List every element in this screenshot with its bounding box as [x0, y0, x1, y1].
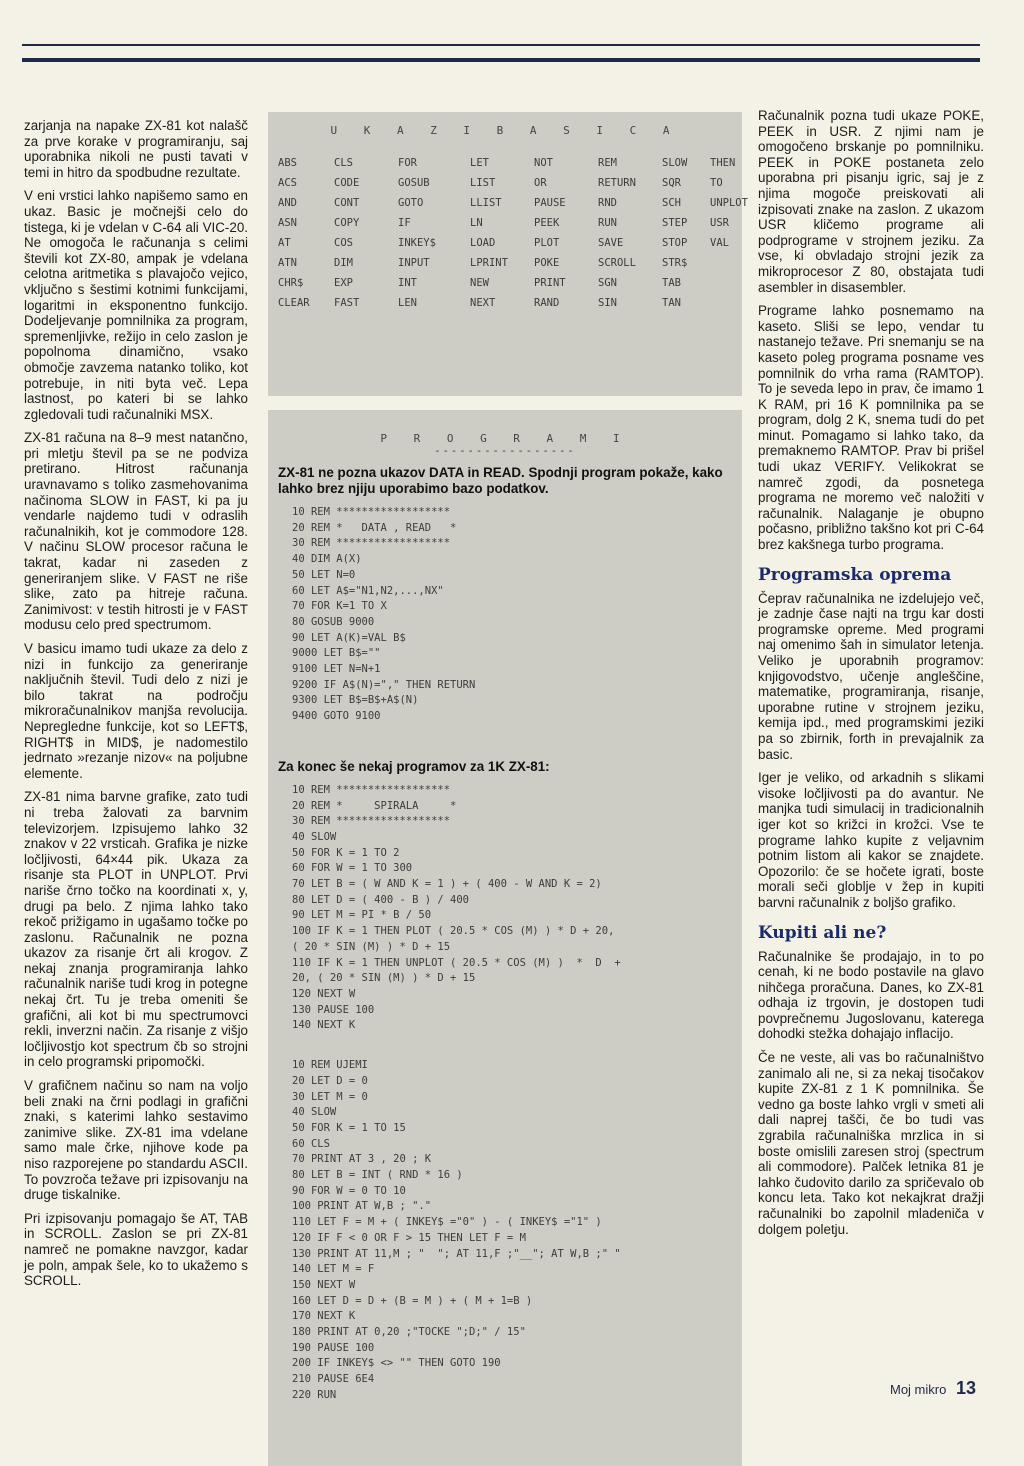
basic-keyword: AND	[278, 197, 297, 209]
basic-keyword: PLOT	[534, 237, 560, 249]
basic-keyword: INPUT	[398, 257, 430, 269]
basic-keyword: TO	[710, 177, 723, 189]
paragraph: V eni vrstici lahko napišemo samo en ukaz. Basic je močnejši celo do tistega, ki je vdelan v C-64 ali VIC-20. Ne omogoča le računanja s celimi števili kot ZX-80, ampak je vdelana celotna aritmetika s plavajočo vejico, vključno s šestimi kotnimi funkcijami, logaritmi in eksponentno funkcijo. Dodeljevanje pomnilnika za program, spremenljivke, režijo in celo zaslon je popolnoma dinamično, vsako območje zavzema natanko toliko, kot potrebuje, in niti byta več. Lepa lastnost, po kateri bi se lahko zgledovali tudi računalniki MSX.	[24, 188, 248, 422]
basic-keyword: LEN	[398, 297, 417, 309]
middle-column	[268, 112, 748, 1466]
basic-keyword: GOSUB	[398, 177, 430, 189]
right-column	[758, 108, 984, 1245]
basic-keyword: CLEAR	[278, 297, 310, 309]
basic-keyword: ASN	[278, 217, 297, 229]
page-footer	[890, 1378, 976, 1399]
basic-keyword: ATN	[278, 257, 297, 269]
paragraph: zarjanja na napake ZX-81 kot nalašč za prve korake v programiranju, saj uporabnika nikoli ne pusti tavati v temi in hitro da spodbudne rezultate.	[24, 118, 248, 180]
program2-caption: Za konec še nekaj programov za 1K ZX-81:	[278, 758, 550, 774]
basic-keyword: PAUSE	[534, 197, 566, 209]
basic-keyword: SGN	[598, 277, 617, 289]
basic-keyword: CHR$	[278, 277, 304, 289]
paragraph: Pri izpisovanju pomagajo še AT, TAB in SCROLL. Zaslon se pri ZX-81 namreč ne pomakne navzgor, kadar je poln, ampak šele, ko to ukažemo s SCROLL.	[24, 1210, 248, 1289]
basic-keyword: TAN	[662, 297, 681, 309]
basic-keyword	[710, 297, 752, 309]
basic-keyword: SLOW	[662, 157, 688, 169]
program1-listing: 10 REM ****************** 20 REM * DATA , READ * 30 REM ****************** 40 DIM A(X) 50 LET N=0 60 LET A$="N1,N2,...,NX" 70 FOR K=1 TO X 80 GOSUB 9000 90 LET A(K)=VAL B$ 9000 LET B$="" 9100 LET N=N+1 9200 IF A$(N)="," THEN RETURN 9300 LET B$=B$+A$(N) 9400 GOTO 9100	[292, 506, 476, 723]
programs-box	[268, 410, 742, 1466]
left-column	[24, 118, 248, 1297]
basic-keyword: FAST	[334, 297, 360, 309]
basic-keyword: SCROLL	[598, 257, 636, 269]
basic-keyword: LN	[470, 217, 483, 229]
basic-keyword: NEW	[470, 277, 489, 289]
basic-keyword: EXP	[334, 277, 353, 289]
commands-title: U K A Z I B A S I C A	[330, 124, 680, 137]
basic-keyword: STEP	[662, 217, 688, 229]
basic-keyword: AT	[278, 237, 291, 249]
basic-keyword: RETURN	[598, 177, 636, 189]
basic-keyword: OR	[534, 177, 547, 189]
basic-keyword: SAVE	[598, 237, 624, 249]
basic-keyword: PEEK	[534, 217, 560, 229]
basic-keyword: INT	[398, 277, 417, 289]
basic-keyword: POKE	[534, 257, 560, 269]
header-rule	[22, 44, 980, 62]
basic-keyword: DIM	[334, 257, 353, 269]
basic-keyword: RUN	[598, 217, 617, 229]
basic-commands-box	[268, 112, 748, 396]
basic-keyword: STR$	[662, 257, 688, 269]
paragraph: Računalnik pozna tudi ukaze POKE, PEEK in USR. Z njimi nam je omogočeno brskanje po pomnilniku. PEEK in POKE postaneta zelo uporabna pri pisanju igric, saj je z njima mogoče preiskovati ali izpisovati znake na zaslon. Z ukazom USR kličemo programe ali podprograme v strojnem jeziku. Za vse, ki obvladajo strojni jezik za mikroprocesor Z 80, obstajata tudi asembler in disasembler.	[758, 108, 984, 295]
basic-keyword: UNPLOT	[710, 197, 748, 209]
basic-keyword: FOR	[398, 157, 417, 169]
title-underline: -----------------	[434, 445, 576, 457]
commands-grid	[268, 157, 748, 309]
basic-keyword: REM	[598, 157, 617, 169]
basic-keyword	[710, 257, 752, 269]
program3-listing: 10 REM UJEMI 20 LET D = 0 30 LET M = 0 40 SLOW 50 FOR K = 1 TO 15 60 CLS 70 PRINT AT 3 , 20 ; K 80 LET B = INT ( RND * 16 ) 90 FOR W = 0 TO 10 100 PRINT AT W,B ; "." 110 LET F = M + ( INKEY$ ="0" ) - ( INKEY$ ="1" ) 120 IF F < 0 OR F > 15 THEN LET F = M 130 PRINT AT 11,M ; " "; AT 11,F ;"__"; AT W,B ;" " 140 LET M = F 150 NEXT W 160 LET D = D + (B = M ) + ( M + 1=B ) 170 NEXT K 180 PRINT AT 0,20 ;"TOCKE ";D;" / 15" 190 PAUSE 100 200 IF INKEY$ <> "" THEN GOTO 190 210 PAUSE 6E4 220 RUN	[292, 1059, 621, 1401]
basic-keyword: LET	[470, 157, 489, 169]
basic-keyword: COPY	[334, 217, 360, 229]
basic-keyword: PRINT	[534, 277, 566, 289]
basic-keyword: LPRINT	[470, 257, 508, 269]
section-heading-buy: Kupiti ali ne?	[758, 922, 887, 943]
paragraph: ZX-81 nima barvne grafike, zato tudi ni treba žalovati za barvnim televizorjem. Izpisujemo lahko 32 znakov v 22 vrsticah. Grafika je nizke ločljivosti, 64×44 pik. Ukaza za risanje sta PLOT in UNPLOT. Prvi nariše črno točko na koordinati x, y, drugi pa belo. Z njima lahko tako rekoč prižigamo in ugašamo točke po zaslonu. Računalnik ne pozna ukazov za risanje črt ali krogov. Z nekaj znanja programiranja lahko računalnik nariše tudi krog in potegne nekaj črt. Tu je treba omeniti še grafični, ali kot bi mu spectrumovci rekli, inverzni način. Za risanje z višjo ločljivostjo kot spectrum čb so strojni in celo programski pripomočki.	[24, 789, 248, 1070]
basic-keyword: THEN	[710, 157, 736, 169]
programs-title: P R O G R A M I	[380, 432, 630, 445]
paragraph: V grafičnem načinu so nam na voljo beli znaki na črni podlagi in grafični znaki, s katerimi lahko sestavimo zanimive slike. ZX-81 ima vdelane samo male črke, njihove kode pa niso razporejene po standardu ASCII. To povzroča težave pri izpisovanju na druge tiskalnike.	[24, 1078, 248, 1203]
basic-keyword	[710, 277, 752, 289]
basic-keyword: ABS	[278, 157, 297, 169]
basic-keyword: SQR	[662, 177, 681, 189]
basic-keyword: CODE	[334, 177, 360, 189]
paragraph: Če ne veste, ali vas bo računalništvo zanimalo ali ne, si za nekaj tisočakov kupite ZX-81 z 1 K pomnilnika. Še vedno ga boste lahko vrgli v smeti ali dali naprej tašči, če bo tudi vas zgrabila računalniška mrzlica in si boste omislili zaresen stroj (spectrum ali commodore). Palček letnika 81 je lahko čudovito darilo za spričevalo ob koncu leta. Tako kot nekajkrat dražji računalniki bo zapolnil mladeniča v dolgem poletju.	[758, 1050, 984, 1237]
section-heading-software: Programska oprema	[758, 564, 952, 585]
basic-keyword: LIST	[470, 177, 496, 189]
magazine-name: Moj mikro	[890, 1382, 947, 1397]
paragraph: Računalnike še prodajajo, in to po cenah, ki ne bodo postavile na glavo nihčega proračuna. Danes, ko ZX-81 odhaja iz trgovin, je dostopen tudi povprečnemu Jugoslovanu, katerega dohodki stežka dohajajo inflacijo.	[758, 948, 984, 1042]
basic-keyword: CLS	[334, 157, 353, 169]
basic-keyword: LOAD	[470, 237, 496, 249]
basic-keyword: STOP	[662, 237, 688, 249]
basic-keyword: NOT	[534, 157, 553, 169]
paragraph: Iger je veliko, od arkadnih s slikami visoke ločljivosti pa do avantur. Ne manjka tudi simulacij in tradicionalnih iger kot so križci in krožci. Vse te programe lahko kupite z veljavnim potnim listom ali kakor se znajdete. Opozorilo: če se hočete igrati, boste morali seči globlje v žep in kupiti barvni računalnik z boljšo grafiko.	[758, 770, 984, 910]
paragraph: Programe lahko posnemamo na kaseto. Sliši se lepo, vendar tu nastanejo težave. Pri snemanju se na kaseto poleg programa posname ves pomnilnik do vrha rama (RAMTOP). To je seveda lepo in prav, če imamo 1 K RAM, pri 16 K pomnilnika pa se program, dolg 2 K, snema tudi do pet minut. Pomagamo si lahko tako, da premaknemo RAMTOP. Prav bi prišel tudi ukaz VERIFY. Velikokrat se namreč zgodi, da posnetega programa ne moremo več naložiti v računalnik. Nalaganje je obupno počasno, približno takšno kot pri C-64 brez kakšnega turbo programa.	[758, 303, 984, 553]
basic-keyword: RAND	[534, 297, 560, 309]
basic-keyword: RND	[598, 197, 617, 209]
basic-keyword: LLIST	[470, 197, 502, 209]
basic-keyword: IF	[398, 217, 411, 229]
paragraph: Čeprav računalnika ne izdelujejo več, je zadnje čase najti na trgu kar dosti programske opreme. Med programi naj omenimo šah in simulator letenja. Veliko je uporabnih programov: knjigovodstvo, učenje angleščine, matematike, programiranja, risanje, uporabne rutine v strojnem jeziku, kemija ipd., med programskimi jeziki pa so zbirnik, forth in prevajalnik za basic.	[758, 590, 984, 762]
basic-keyword: GOTO	[398, 197, 424, 209]
paragraph: V basicu imamo tudi ukaze za delo z nizi in funkcijo za generiranje naključnih števil. Tudi delo z nizi je bilo takrat na področju mikroračunalnikov manjša revolucija. Nepregledne funkcije, kot so LEFT$, RIGHT$ in MID$, je nadomestilo jedrnato »rezanje nizov« na poljubne elemente.	[24, 641, 248, 781]
basic-keyword: NEXT	[470, 297, 496, 309]
program2-listing: 10 REM ****************** 20 REM * SPIRALA * 30 REM ****************** 40 SLOW 50 FOR K = 1 TO 2 60 FOR W = 1 TO 300 70 LET B = ( W AND K = 1 ) + ( 400 - W AND K = 2) 80 LET D = ( 400 - B ) / 400 90 LET M = PI * B / 50 100 IF K = 1 THEN PLOT ( 20.5 * COS (M) ) * D + 20, ( 20 * SIN (M) ) * D + 15 110 IF K = 1 THEN UNPLOT ( 20.5 * COS (M) ) * D + 20, ( 20 * SIN (M) ) * D + 15 120 NEXT W 130 PAUSE 100 140 NEXT K	[292, 783, 621, 1032]
basic-keyword: TAB	[662, 277, 681, 289]
page-number: 13	[955, 1378, 976, 1398]
paragraph: ZX-81 računa na 8–9 mest natančno, pri mletju števil pa se ne podviza pretirano. Hitrost računanja uravnavamo s toliko zasmehovanima načinoma SLOW in FAST, ki pa ju vendarle najdemo tudi v odraslih računalnikih, kot je commodore 128. V načinu SLOW procesor računa le takrat, kadar ni zaseden z generiranjem slike. V FAST ne riše slike, zato pa hitreje računa. Zanimivost: v testih hitrosti je v FAST modusu celo pred spectrumom.	[24, 430, 248, 633]
basic-keyword: VAL	[710, 237, 729, 249]
basic-keyword: COS	[334, 237, 353, 249]
basic-keyword: INKEY$	[398, 237, 436, 249]
basic-keyword: ACS	[278, 177, 297, 189]
basic-keyword: USR	[710, 217, 729, 229]
basic-keyword: SIN	[598, 297, 617, 309]
basic-keyword: SCH	[662, 197, 681, 209]
basic-keyword: CONT	[334, 197, 360, 209]
program1-caption: ZX-81 ne pozna ukazov DATA in READ. Spodnji program pokaže, kako lahko brez njiju uporabimo bazo podatkov.	[278, 465, 723, 496]
